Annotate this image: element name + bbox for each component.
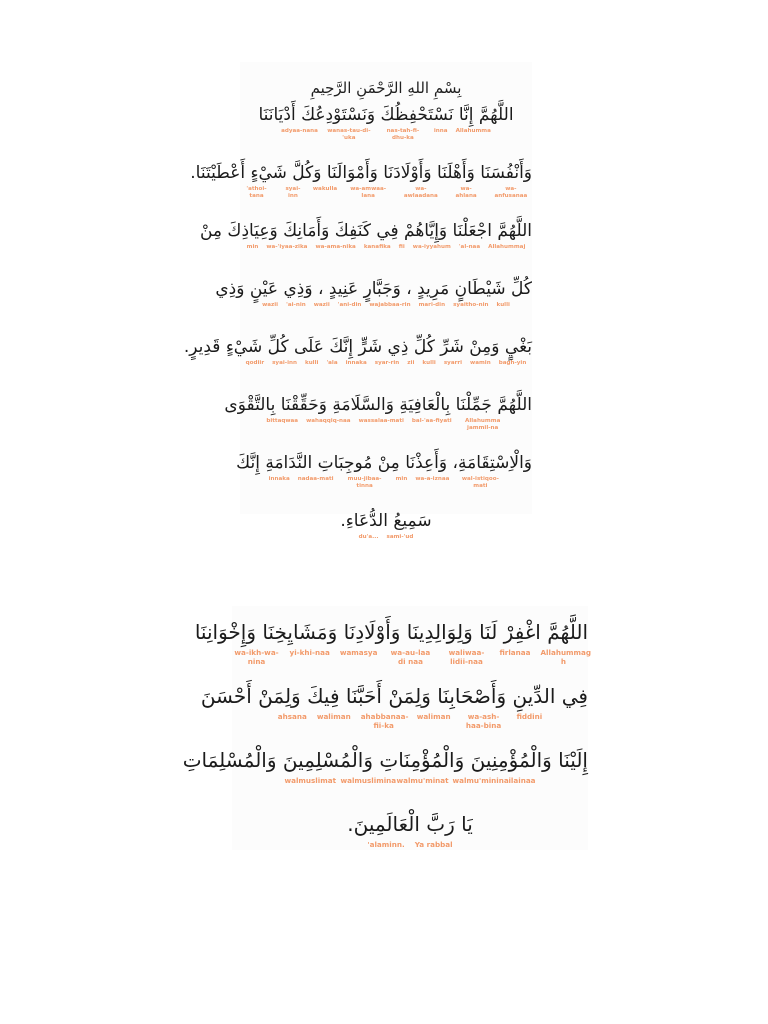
transliteration-word: wa-amwaa-lana (350, 186, 387, 200)
transliteration-word: firlanaa (499, 648, 531, 657)
transliteration-word: Allahumma (455, 128, 491, 134)
transliteration-word: walmuslimina (340, 776, 397, 785)
transliteration-word: ahabbanaa-fii-ka (360, 712, 409, 731)
transliteration-row (240, 418, 532, 436)
arabic-verse-line: كُلِّ شَيْطَانٍ مَرِيدٍ ، وَجَبَّارٍ عَنِيدٍ ، وَذِي عَيْنٍ وَذِي (215, 279, 532, 299)
transliteration-word: ahsana (277, 712, 307, 721)
transliteration-word: sami-'ud (386, 534, 414, 540)
transliteration-word: wazii (262, 302, 279, 308)
transliteration-word: wa-ikh-wa-nina (234, 648, 279, 667)
basmala-heading: بِسْمِ اللهِ الرَّحْمَنِ الرَّحِيمِ (310, 79, 462, 97)
transliteration-word: fii (398, 244, 405, 250)
transliteration-word: syarri (443, 360, 463, 366)
transliteration-word: walmuslimat (284, 776, 337, 785)
dua-panel-2 (182, 606, 592, 850)
transliteration-word: muu-jibaa-tinna (347, 476, 382, 490)
transliteration-word: waliwaa-lidii-naa (448, 648, 485, 667)
transliteration-word: innaka (345, 360, 367, 366)
dua-panel-1 (183, 62, 532, 540)
transliteration-word: fiddini (516, 712, 543, 721)
transliteration-row (232, 840, 588, 860)
transliteration-row (240, 128, 532, 146)
transliteration-word: wassalaa-mati (358, 418, 404, 424)
transliteration-word: kulli (304, 360, 319, 366)
transliteration-word: kanafika (363, 244, 391, 250)
arabic-verse-line: وَالْاِسْتِقَامَةِ، وَأَعِذْنَا مِنْ مُوجِبَاتِ النَّدَامَةِ إِنَّكَ (236, 453, 532, 473)
transliteration-word: adyaa-nana (281, 128, 318, 134)
transliteration-word: syar-rin (374, 360, 400, 366)
transliteration-word: waliman (316, 712, 351, 721)
transliteration-word: nas-tah-fi-dhu-ka (386, 128, 420, 142)
arabic-verse-line: سَمِيعُ الدُّعَاءِ. (340, 511, 432, 531)
transliteration-word: wazii (313, 302, 330, 308)
transliteration-word: wamin (470, 360, 491, 366)
dua2-lines (182, 606, 592, 860)
transliteration-row (232, 712, 588, 732)
transliteration-word: qodiir (245, 360, 265, 366)
arabic-verse-line: اللَّهُمَّ اغْفِرْ لَنَا وَلِوَالِدِينَا وَأَوْلَادِنَا وَمَشَايِخِنَا وَإِخْوَانِنَا (194, 620, 588, 644)
transliteration-word: wamasya (339, 648, 378, 657)
arabic-verse-line: يَا رَبَّ الْعَالَمِينَ. (347, 812, 473, 836)
arabic-verse-line: فِي الدِّينِ وَأَصْحَابِنَا وَلِمَنْ أَحَبَّنَا فِيكَ وَلِمَنْ أَحْسَنَ (200, 684, 588, 708)
transliteration-word: wa-au-laa di naa (390, 648, 431, 667)
transliteration-row (240, 186, 532, 204)
transliteration-word: wa-iyyahum (412, 244, 451, 250)
transliteration-row (240, 476, 532, 494)
transliteration-word: wa-ash-haa-bina (465, 712, 502, 731)
transliteration-word: inna (433, 128, 448, 134)
transliteration-row (232, 648, 592, 668)
transliteration-word: Ya rabbal (414, 840, 453, 849)
transliteration-word: 'ai-nin (286, 302, 306, 308)
transliteration-word: yi-khi-naa (289, 648, 330, 657)
transliteration-word: wa-ama-nika (315, 244, 356, 250)
arabic-verse-line: اللَّهُمَّ جَمِّلْنَا بِالْعَافِيَةِ وَالسَّلَامَةِ وَحَقِّقْنَا بِالتَّقْوَى (224, 395, 532, 415)
transliteration-word: syaitho-nin (453, 302, 489, 308)
transliteration-word: bittaqwaa (266, 418, 299, 424)
arabic-verse-line: إِلَيْنَا وَالْمُؤْمِنِينَ وَالْمُؤْمِنَاتِ وَالْمُسْلِمِينَ وَالْمُسْلِمَاتِ (182, 748, 588, 772)
transliteration-word: wahaqqiq-naa (306, 418, 351, 424)
transliteration-word: wanas-tau-di-'uka (327, 128, 371, 142)
transliteration-word: syai-inn (272, 360, 297, 366)
transliteration-row (240, 302, 532, 320)
transliteration-word: bal-'aa-fiyati (411, 418, 452, 424)
arabic-verse-line: بَغْيٍ وَمِنْ شَرِّ كُلِّ ذِي شَرٍّ إِنَّكَ عَلَى كُلِّ شَيْءٍ قَدِيرٍ. (183, 337, 532, 357)
transliteration-row (240, 244, 532, 262)
transliteration-word: syai-inn (285, 186, 301, 200)
transliteration-word: wa-a-iznaa (415, 476, 450, 482)
transliteration-word: walmu'minat (396, 776, 449, 785)
transliteration-word: zii (407, 360, 415, 366)
transliteration-row (240, 360, 532, 378)
transliteration-word: 'al-naa (458, 244, 481, 250)
transliteration-word: waliman (416, 712, 451, 721)
transliteration-word: innaka (268, 476, 290, 482)
transliteration-word: min (246, 244, 259, 250)
transliteration-word: walmu'minina (452, 776, 509, 785)
transliteration-word: wal-istiqoo-mati (461, 476, 499, 490)
transliteration-word: 'athoi-tana (246, 186, 267, 200)
transliteration-row (232, 776, 588, 796)
transliteration-word: wa-awlaadana (403, 186, 438, 200)
transliteration-word: wajabbaa-rin (369, 302, 411, 308)
transliteration-word: kulli (496, 302, 510, 308)
transliteration-word: min (395, 476, 408, 482)
arabic-verse-line: اللَّهُمَّ اجْعَلْنَا وَإِيَّاهُمْ فِي كَنَفِكَ وَأَمَانِكَ وَعِيَاذِكَ مِنْ (199, 221, 532, 241)
transliteration-word: wa-'iyaa-zika (266, 244, 308, 250)
transliteration-word: nadaa-mati (297, 476, 334, 482)
transliteration-word: 'ani-din (337, 302, 362, 308)
transliteration-word: ilainaa (508, 776, 536, 785)
transliteration-word: mari-din (418, 302, 446, 308)
transliteration-word: Allahummag h (540, 648, 592, 667)
arabic-verse-line: اللَّهُمَّ إِنَّا نَسْتَحْفِظُكَ وَنَسْتَوْدِعُكَ أَدْيَانَنَا (258, 105, 514, 125)
transliteration-word: 'ala (326, 360, 338, 366)
transliteration-word: 'alaminn. (367, 840, 405, 849)
transliteration-word: bagh-yin (498, 360, 527, 366)
arabic-verse-line: وَأَنْفُسَنَا وَأَهْلَنَا وَأَوْلَادَنَا وَأَمْوَالَنَا وَكُلَّ شَيْءٍ أَعْطَيْتَنَا. (190, 163, 532, 183)
dua1-lines (183, 102, 532, 552)
transliteration-word: wa-ahlana (455, 186, 477, 200)
transliteration-word: wakulla (312, 186, 338, 192)
transliteration-word: du'a... (358, 534, 379, 540)
transliteration-word: wa-anfusanaa (494, 186, 528, 200)
transliteration-word: Allahumma jammil-na (465, 418, 501, 432)
transliteration-word: Allahummaj (488, 244, 526, 250)
transliteration-row (240, 534, 532, 552)
transliteration-word: kulli (422, 360, 436, 366)
